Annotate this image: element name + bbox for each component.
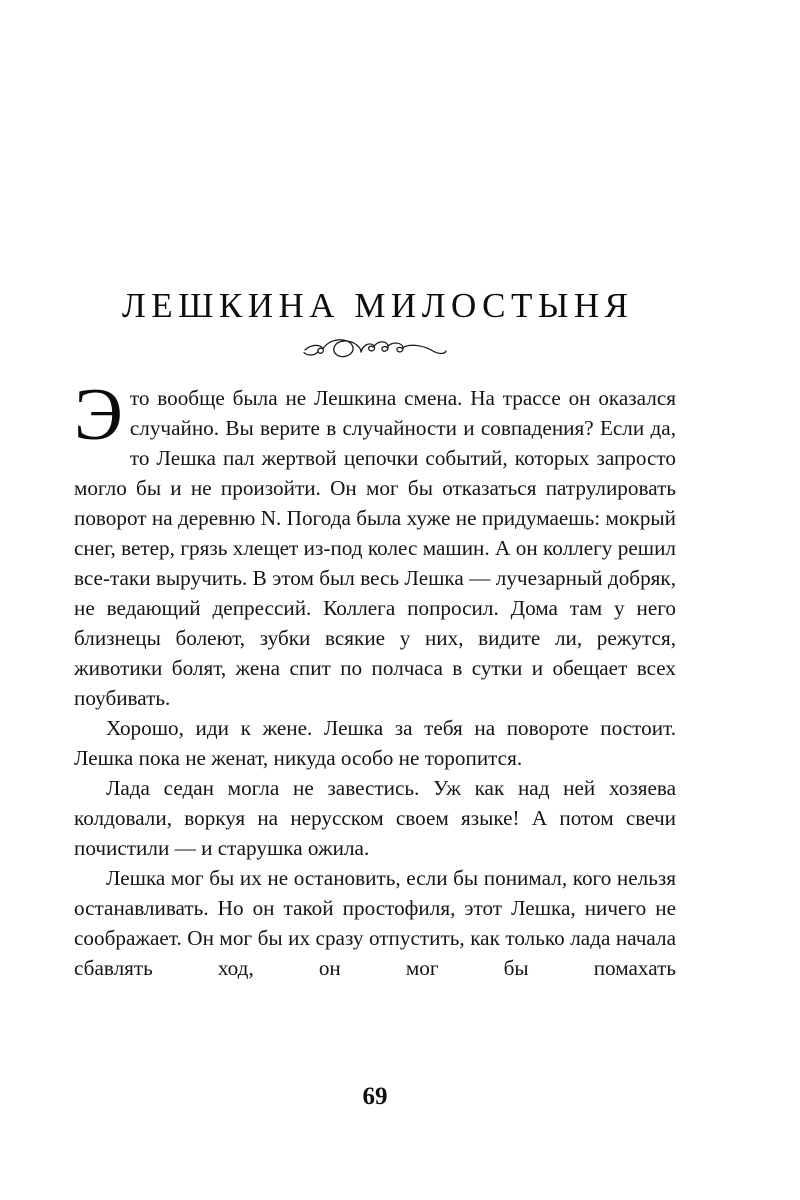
paragraph-2 [74,713,676,773]
drop-cap: Э [74,374,123,456]
calligraphic-flourish-icon [299,330,451,364]
paragraph-1 [74,374,676,713]
paragraph-4 [74,863,676,1013]
paragraph-1-text: то вообще была не Лешкина смена. На трассе он оказался случайно. Вы верите в случайности и совпадения? Если да, то Лешка пал жертвой цепочки событий, которых запросто могло бы и не произойти. Он мог бы отказаться патрулировать поворот на деревню N. Погода была хуже не придумаешь: мокрый снег, ветер, грязь хлещет из-под колес машин. А он коллегу решил все-таки выручить. В этом был весь Лешка — лучезарный добряк, не ведающий депрессий. Коллега попросил. Дома там у него близнецы болеют, зубки всякие у них, видите ли, режутся, животики болят, жена спит по полчаса в сутки и обещает всех поубивать. [74,386,676,710]
paragraph-3-text: Лада седан могла не завестись. Уж как над ней хозяева колдовали, воркуя на нерусском своем языке! А потом свечи почистили — и старушка ожила. [74,776,676,860]
flourish-ornament [74,326,676,368]
body-text [74,374,676,1013]
paragraph-4-text: Лешка мог бы их не остановить, если бы понимал, кого нельзя останавливать. Но он такой простофиля, этот Лешка, ничего не соображает. Он мог бы их сразу отпустить, как только лада начала сбавлять ход, он мог бы помахать [74,866,676,980]
paragraph-2-text: Хорошо, иди к жене. Лешка за тебя на повороте постоит. Лешка пока не женат, никуда особо не торопится. [74,716,676,770]
page-number: 69 [362,1083,388,1110]
paragraph-3 [74,773,676,863]
chapter-title: ЛЕШКИНА МИЛОСТЫНЯ [121,286,634,326]
